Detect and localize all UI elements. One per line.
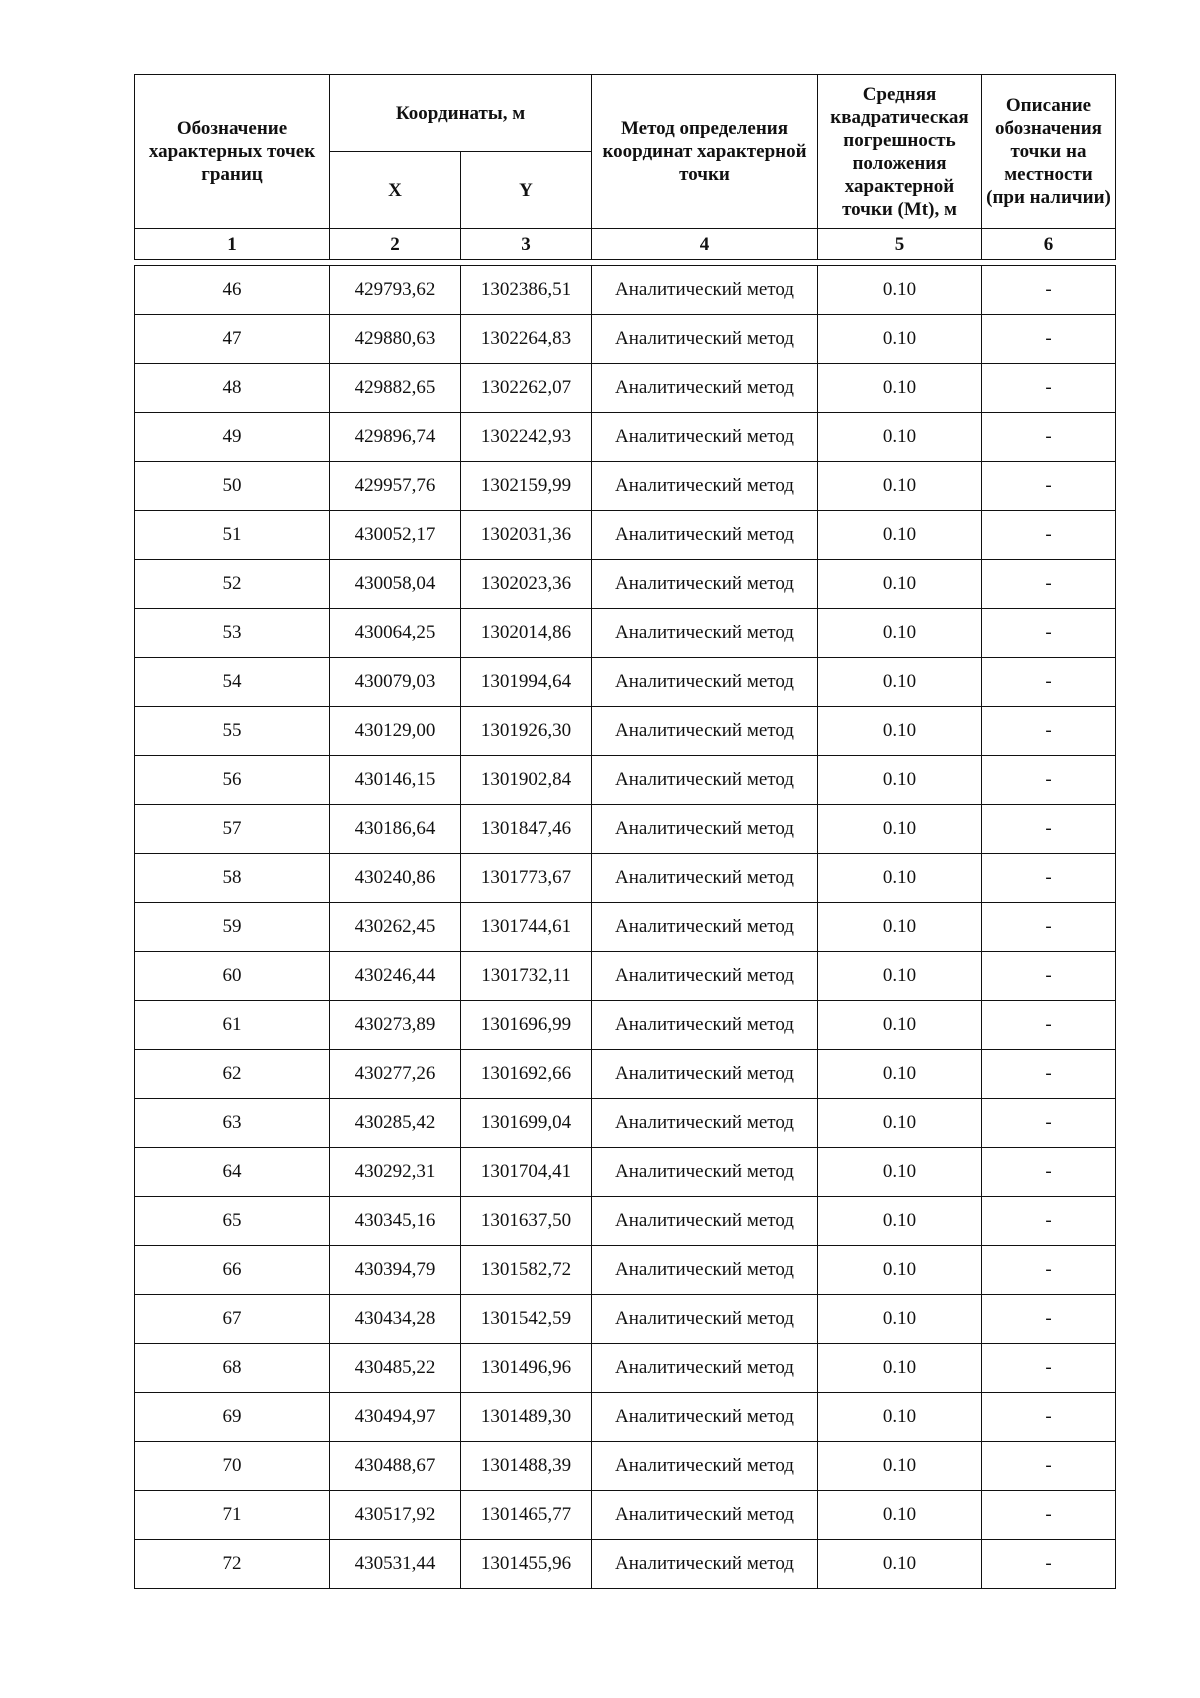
- cell-point: 68: [135, 1344, 330, 1393]
- cell-y: 1301582,72: [461, 1246, 592, 1295]
- cell-mt: 0.10: [818, 315, 982, 364]
- column-number: 3: [461, 229, 592, 260]
- table-row: [135, 1050, 1116, 1099]
- cell-mt: 0.10: [818, 854, 982, 903]
- cell-point: 52: [135, 560, 330, 609]
- table-row: [135, 1442, 1116, 1491]
- cell-mt: 0.10: [818, 511, 982, 560]
- cell-x: 430517,92: [330, 1491, 461, 1540]
- header-method: Метод определения координат характерной точки: [592, 75, 818, 229]
- header-error: Средняя квадратическая погрешность положения характерной точки (Mt), м: [818, 75, 982, 229]
- cell-point: 58: [135, 854, 330, 903]
- cell-y: 1301455,96: [461, 1540, 592, 1589]
- cell-description: -: [982, 1295, 1116, 1344]
- table-row: [135, 1001, 1116, 1050]
- header-description: Описание обозначения точки на местности (при наличии): [982, 75, 1116, 229]
- cell-method: Аналитический метод: [592, 1393, 818, 1442]
- table-header: [135, 75, 1116, 260]
- cell-y: 1301488,39: [461, 1442, 592, 1491]
- cell-y: 1301496,96: [461, 1344, 592, 1393]
- cell-x: 430285,42: [330, 1099, 461, 1148]
- cell-method: Аналитический метод: [592, 658, 818, 707]
- cell-x: 430277,26: [330, 1050, 461, 1099]
- table-row: [135, 756, 1116, 805]
- cell-y: 1301637,50: [461, 1197, 592, 1246]
- cell-method: Аналитический метод: [592, 609, 818, 658]
- cell-point: 49: [135, 413, 330, 462]
- cell-method: Аналитический метод: [592, 1344, 818, 1393]
- cell-mt: 0.10: [818, 707, 982, 756]
- cell-mt: 0.10: [818, 756, 982, 805]
- cell-method: Аналитический метод: [592, 952, 818, 1001]
- cell-description: -: [982, 1148, 1116, 1197]
- table-row: [135, 1295, 1116, 1344]
- cell-x: 430494,97: [330, 1393, 461, 1442]
- cell-description: -: [982, 805, 1116, 854]
- column-number: 5: [818, 229, 982, 260]
- cell-y: 1302262,07: [461, 364, 592, 413]
- cell-method: Аналитический метод: [592, 854, 818, 903]
- table-row: [135, 1540, 1116, 1589]
- cell-mt: 0.10: [818, 266, 982, 315]
- cell-mt: 0.10: [818, 1344, 982, 1393]
- cell-method: Аналитический метод: [592, 1050, 818, 1099]
- table-row: [135, 1246, 1116, 1295]
- cell-description: -: [982, 1050, 1116, 1099]
- column-number-row: [135, 229, 1116, 260]
- cell-mt: 0.10: [818, 952, 982, 1001]
- cell-x: 430273,89: [330, 1001, 461, 1050]
- column-number: 1: [135, 229, 330, 260]
- header-coordinates: Координаты, м: [330, 75, 592, 152]
- cell-x: 430146,15: [330, 756, 461, 805]
- cell-method: Аналитический метод: [592, 462, 818, 511]
- cell-y: 1301773,67: [461, 854, 592, 903]
- cell-method: Аналитический метод: [592, 1540, 818, 1589]
- table-row: [135, 364, 1116, 413]
- cell-x: 430058,04: [330, 560, 461, 609]
- cell-y: 1301704,41: [461, 1148, 592, 1197]
- cell-point: 53: [135, 609, 330, 658]
- cell-method: Аналитический метод: [592, 1148, 818, 1197]
- cell-mt: 0.10: [818, 903, 982, 952]
- table-row: [135, 805, 1116, 854]
- cell-point: 48: [135, 364, 330, 413]
- cell-method: Аналитический метод: [592, 756, 818, 805]
- cell-method: Аналитический метод: [592, 511, 818, 560]
- cell-description: -: [982, 609, 1116, 658]
- table-row: [135, 315, 1116, 364]
- cell-mt: 0.10: [818, 1001, 982, 1050]
- cell-y: 1302264,83: [461, 315, 592, 364]
- cell-point: 57: [135, 805, 330, 854]
- cell-point: 72: [135, 1540, 330, 1589]
- cell-method: Аналитический метод: [592, 903, 818, 952]
- table-row: [135, 511, 1116, 560]
- cell-description: -: [982, 462, 1116, 511]
- cell-method: Аналитический метод: [592, 1295, 818, 1344]
- cell-mt: 0.10: [818, 805, 982, 854]
- cell-description: -: [982, 413, 1116, 462]
- cell-y: 1301542,59: [461, 1295, 592, 1344]
- cell-method: Аналитический метод: [592, 1001, 818, 1050]
- cell-method: Аналитический метод: [592, 805, 818, 854]
- cell-y: 1301696,99: [461, 1001, 592, 1050]
- cell-point: 59: [135, 903, 330, 952]
- cell-x: 430485,22: [330, 1344, 461, 1393]
- cell-mt: 0.10: [818, 364, 982, 413]
- table-row: [135, 658, 1116, 707]
- cell-x: 430129,00: [330, 707, 461, 756]
- cell-method: Аналитический метод: [592, 315, 818, 364]
- cell-description: -: [982, 266, 1116, 315]
- cell-mt: 0.10: [818, 1148, 982, 1197]
- cell-point: 51: [135, 511, 330, 560]
- cell-description: -: [982, 1099, 1116, 1148]
- table-row: [135, 1197, 1116, 1246]
- cell-mt: 0.10: [818, 1442, 982, 1491]
- cell-point: 65: [135, 1197, 330, 1246]
- cell-mt: 0.10: [818, 462, 982, 511]
- cell-description: -: [982, 560, 1116, 609]
- header-x: X: [330, 152, 461, 229]
- cell-x: 430186,64: [330, 805, 461, 854]
- cell-x: 429880,63: [330, 315, 461, 364]
- cell-description: -: [982, 1197, 1116, 1246]
- cell-point: 63: [135, 1099, 330, 1148]
- table-row: [135, 1099, 1116, 1148]
- table-row: [135, 609, 1116, 658]
- table-row: [135, 903, 1116, 952]
- cell-description: -: [982, 658, 1116, 707]
- cell-y: 1301902,84: [461, 756, 592, 805]
- cell-method: Аналитический метод: [592, 364, 818, 413]
- cell-y: 1301926,30: [461, 707, 592, 756]
- cell-point: 61: [135, 1001, 330, 1050]
- table-row: [135, 854, 1116, 903]
- cell-point: 55: [135, 707, 330, 756]
- cell-mt: 0.10: [818, 1197, 982, 1246]
- cell-mt: 0.10: [818, 1099, 982, 1148]
- cell-method: Аналитический метод: [592, 1246, 818, 1295]
- cell-description: -: [982, 903, 1116, 952]
- cell-x: 429882,65: [330, 364, 461, 413]
- cell-description: -: [982, 1001, 1116, 1050]
- cell-x: 430052,17: [330, 511, 461, 560]
- cell-point: 54: [135, 658, 330, 707]
- cell-mt: 0.10: [818, 1491, 982, 1540]
- cell-description: -: [982, 1442, 1116, 1491]
- cell-mt: 0.10: [818, 1050, 982, 1099]
- cell-y: 1302386,51: [461, 266, 592, 315]
- cell-mt: 0.10: [818, 609, 982, 658]
- cell-x: 430394,79: [330, 1246, 461, 1295]
- header-point-designation: Обозначение характерных точек границ: [135, 75, 330, 229]
- coordinates-table: [134, 74, 1116, 1589]
- cell-y: 1301744,61: [461, 903, 592, 952]
- cell-y: 1302014,86: [461, 609, 592, 658]
- table-row: [135, 1491, 1116, 1540]
- table-body: [135, 266, 1116, 1589]
- cell-x: 430434,28: [330, 1295, 461, 1344]
- cell-description: -: [982, 1491, 1116, 1540]
- cell-point: 67: [135, 1295, 330, 1344]
- table-row: [135, 560, 1116, 609]
- column-number: 4: [592, 229, 818, 260]
- cell-description: -: [982, 1344, 1116, 1393]
- table-row: [135, 266, 1116, 315]
- cell-point: 66: [135, 1246, 330, 1295]
- cell-point: 64: [135, 1148, 330, 1197]
- cell-description: -: [982, 1246, 1116, 1295]
- cell-x: 430345,16: [330, 1197, 461, 1246]
- cell-mt: 0.10: [818, 1295, 982, 1344]
- cell-description: -: [982, 511, 1116, 560]
- cell-x: 430488,67: [330, 1442, 461, 1491]
- cell-y: 1301699,04: [461, 1099, 592, 1148]
- cell-point: 50: [135, 462, 330, 511]
- cell-point: 47: [135, 315, 330, 364]
- cell-x: 430246,44: [330, 952, 461, 1001]
- cell-y: 1301465,77: [461, 1491, 592, 1540]
- cell-x: 429793,62: [330, 266, 461, 315]
- cell-mt: 0.10: [818, 560, 982, 609]
- cell-method: Аналитический метод: [592, 266, 818, 315]
- cell-method: Аналитический метод: [592, 1197, 818, 1246]
- cell-x: 429896,74: [330, 413, 461, 462]
- table-row: [135, 707, 1116, 756]
- cell-method: Аналитический метод: [592, 707, 818, 756]
- cell-description: -: [982, 854, 1116, 903]
- table-row: [135, 1148, 1116, 1197]
- table-row: [135, 952, 1116, 1001]
- cell-y: 1302031,36: [461, 511, 592, 560]
- cell-method: Аналитический метод: [592, 1442, 818, 1491]
- cell-y: 1301489,30: [461, 1393, 592, 1442]
- cell-x: 430531,44: [330, 1540, 461, 1589]
- cell-description: -: [982, 1540, 1116, 1589]
- cell-description: -: [982, 952, 1116, 1001]
- table-row: [135, 462, 1116, 511]
- cell-x: 430262,45: [330, 903, 461, 952]
- cell-point: 60: [135, 952, 330, 1001]
- cell-description: -: [982, 756, 1116, 805]
- header-y: Y: [461, 152, 592, 229]
- cell-y: 1302242,93: [461, 413, 592, 462]
- cell-x: 430064,25: [330, 609, 461, 658]
- cell-y: 1302023,36: [461, 560, 592, 609]
- cell-method: Аналитический метод: [592, 560, 818, 609]
- cell-method: Аналитический метод: [592, 413, 818, 462]
- cell-y: 1301732,11: [461, 952, 592, 1001]
- column-number: 2: [330, 229, 461, 260]
- cell-x: 430292,31: [330, 1148, 461, 1197]
- cell-y: 1301847,46: [461, 805, 592, 854]
- cell-point: 56: [135, 756, 330, 805]
- cell-x: 430240,86: [330, 854, 461, 903]
- cell-mt: 0.10: [818, 1540, 982, 1589]
- cell-y: 1302159,99: [461, 462, 592, 511]
- cell-description: -: [982, 1393, 1116, 1442]
- cell-method: Аналитический метод: [592, 1099, 818, 1148]
- cell-point: 69: [135, 1393, 330, 1442]
- table-row: [135, 1393, 1116, 1442]
- cell-description: -: [982, 315, 1116, 364]
- cell-x: 429957,76: [330, 462, 461, 511]
- cell-point: 46: [135, 266, 330, 315]
- cell-description: -: [982, 707, 1116, 756]
- column-number: 6: [982, 229, 1116, 260]
- cell-y: 1301994,64: [461, 658, 592, 707]
- cell-method: Аналитический метод: [592, 1491, 818, 1540]
- table-row: [135, 1344, 1116, 1393]
- cell-x: 430079,03: [330, 658, 461, 707]
- table-row: [135, 413, 1116, 462]
- cell-y: 1301692,66: [461, 1050, 592, 1099]
- cell-point: 70: [135, 1442, 330, 1491]
- cell-point: 62: [135, 1050, 330, 1099]
- cell-description: -: [982, 364, 1116, 413]
- cell-point: 71: [135, 1491, 330, 1540]
- cell-mt: 0.10: [818, 658, 982, 707]
- cell-mt: 0.10: [818, 413, 982, 462]
- cell-mt: 0.10: [818, 1393, 982, 1442]
- cell-mt: 0.10: [818, 1246, 982, 1295]
